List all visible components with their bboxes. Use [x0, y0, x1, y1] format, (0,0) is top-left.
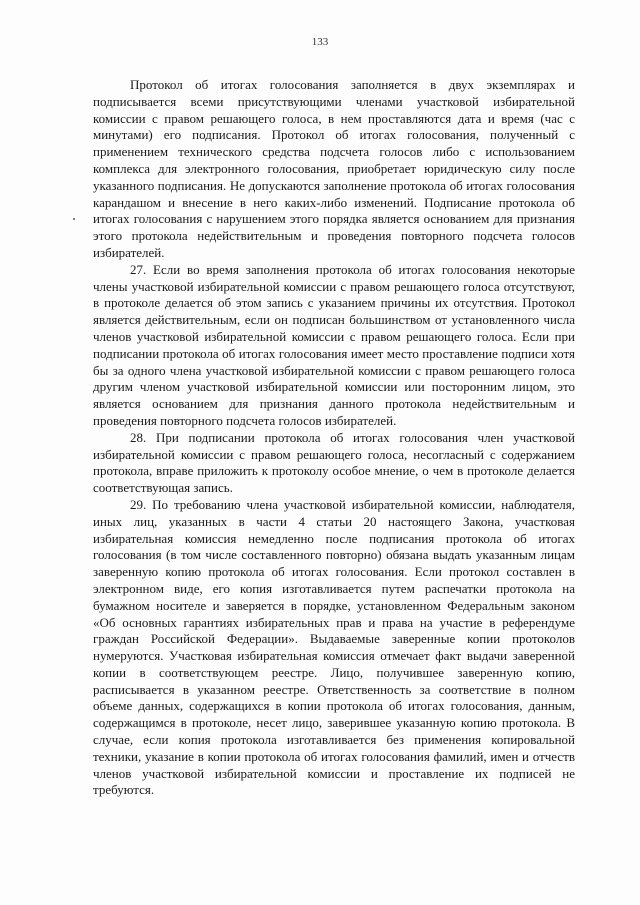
paragraph-27: 27. Если во время заполнения протокола об итогах голосования некоторые члены участковой избирательной комиссии с правом решающего голоса отсутствуют, в протоколе делается об этом запись с указанием причины их отсутствия. Протокол является действительным, если он подписан большинством от установленного числа членов участковой избирательной комиссии с правом решающего голоса. Если при подписании протокола об итогах голосования имеет место проставление подписи хотя бы за одного члена участковой избирательной комиссии с правом решающего голоса другим членом участковой избирательной комиссии или посторонним лицом, это является основанием для признания данного протокола недействительным и проведения повторного подсчета голосов избирателей.: [93, 261, 575, 428]
paragraph-29: 29. По требованию члена участковой избирательной комиссии, наблюдателя, иных лиц, указанных в части 4 статьи 20 настоящего Закона, участковая избирательная комиссия немедленно после подписания протокола об итогах голосования (в том числе составленного повторно) обязана выдать указанным лицам заверенную копию протокола об итогах голосования. Если протокол составлен в электронном виде, его копия изготавливается путем распечатки протокола на бумажном носителе и заверяется в порядке, установленном Федеральным законом «Об основных гарантиях избирательных прав и права на участие в референдуме граждан Российской Федерации». Выдаваемые заверенные копии протоколов нумеруются. Участковая избирательная комиссия отмечает факт выдачи заверенной копии в соответствующем реестре. Лицо, получившее заверенную копию, расписывается в указанном реестре. Ответственность за соответствие в полном объеме данных, содержащихся в копии протокола об итогах голосования, данным, содержащимся в протоколе, несет лицо, заверившее указанную копию протокола. В случае, если копия протокола изготавливается без применения копировальной техники, указание в копии протокола об итогах голосования фамилий, имен и отчеств членов участковой избирательной комиссии и проставление их подписей не требуются.: [93, 496, 575, 798]
page-number: 133: [311, 36, 329, 48]
paragraph-protocol-signing: Протокол об итогах голосования заполняется в двух экземплярах и подписывается всеми присутствующими членами участковой избирательной комиссии с правом решающего голоса, в нем проставляются дата и время (час с минутами) его подписания. Протокол об итогах голосования, полученный с применением технического средства подсчета голосов либо с использованием комплекса для электронного голосования, приобретает юридическую силу после указанного подписания. Не допускаются заполнение протокола об итогах голосования карандашом и внесение в него каких-либо изменений. Подписание протокола об итогах голосования с нарушением этого порядка является основанием для признания этого протокола недействительным и проведения повторного подсчета голосов избирателей.: [93, 77, 575, 260]
document-body: [93, 77, 575, 799]
scan-speck: [73, 218, 75, 220]
paragraph-28: 28. При подписании протокола об итогах голосования член участковой избирательной комиссии с правом решающего голоса, несогласный с содержанием протокола, вправе приложить к протоколу особое мнение, о чем в протоколе делается соответствующая запись.: [93, 429, 575, 496]
